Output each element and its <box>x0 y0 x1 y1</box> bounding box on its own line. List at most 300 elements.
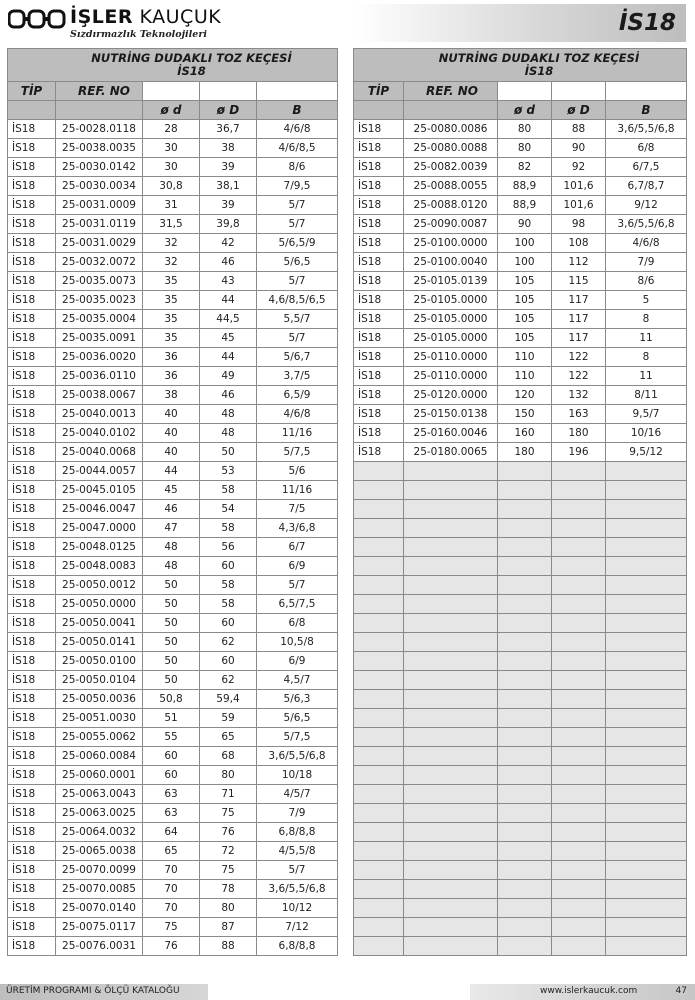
empty-cell <box>354 538 404 557</box>
cell-tip: İS18 <box>8 120 56 139</box>
empty-cell <box>498 823 552 842</box>
cell-outer-diameter: 58 <box>200 481 257 500</box>
cell-outer-diameter: 87 <box>200 918 257 937</box>
table-row <box>8 690 338 709</box>
cell-tip: İS18 <box>8 443 56 462</box>
cell-inner-diameter: 36 <box>143 367 200 386</box>
table-row <box>8 785 338 804</box>
empty-cell <box>498 481 552 500</box>
table-row <box>8 519 338 538</box>
cell-ref-no: 25-0060.0084 <box>56 747 143 766</box>
cell-outer-diameter: 50 <box>200 443 257 462</box>
cell-width: 10,5/8 <box>257 633 338 652</box>
cell-ref-no: 25-0050.0036 <box>56 690 143 709</box>
empty-cell <box>404 861 498 880</box>
cell-tip: İS18 <box>354 424 404 443</box>
footer-site-band <box>470 984 695 1000</box>
cell-ref-no: 25-0063.0043 <box>56 785 143 804</box>
cell-inner-diameter: 160 <box>498 424 552 443</box>
table-row <box>354 139 687 158</box>
empty-table-row <box>354 728 687 747</box>
cell-width: 7/5 <box>257 500 338 519</box>
cell-outer-diameter: 92 <box>552 158 606 177</box>
empty-cell <box>404 557 498 576</box>
cell-outer-diameter: 122 <box>552 367 606 386</box>
cell-inner-diameter: 75 <box>143 918 200 937</box>
cell-width: 4,5/7 <box>257 671 338 690</box>
cell-width: 4/5,5/8 <box>257 842 338 861</box>
empty-cell <box>552 519 606 538</box>
cell-inner-diameter: 40 <box>143 405 200 424</box>
empty-cell <box>552 880 606 899</box>
empty-cell <box>552 823 606 842</box>
empty-cell <box>552 747 606 766</box>
empty-cell <box>552 728 606 747</box>
empty-cell <box>606 481 687 500</box>
column-header-ref: REF. NO <box>56 82 143 101</box>
cell-tip: İS18 <box>8 500 56 519</box>
empty-cell <box>606 557 687 576</box>
cell-width: 8 <box>606 310 687 329</box>
cell-width: 4,6/8,5/6,5 <box>257 291 338 310</box>
empty-cell <box>552 671 606 690</box>
table-row <box>354 329 687 348</box>
empty-cell <box>404 652 498 671</box>
cell-ref-no: 25-0051.0030 <box>56 709 143 728</box>
cell-outer-diameter: 115 <box>552 272 606 291</box>
cell-width: 9,5/7 <box>606 405 687 424</box>
cell-outer-diameter: 101,6 <box>552 196 606 215</box>
series-label: İS18 <box>618 10 676 36</box>
empty-cell <box>404 937 498 956</box>
cell-tip: İS18 <box>8 462 56 481</box>
empty-cell <box>354 462 404 481</box>
cell-width: 6/8 <box>257 614 338 633</box>
cell-inner-diameter: 105 <box>498 329 552 348</box>
empty-cell <box>404 766 498 785</box>
table-row <box>8 918 338 937</box>
cell-outer-diameter: 46 <box>200 253 257 272</box>
company-logo <box>8 6 248 42</box>
cell-width: 5/7,5 <box>257 728 338 747</box>
cell-ref-no: 25-0035.0091 <box>56 329 143 348</box>
cell-width: 6/7 <box>257 538 338 557</box>
cell-ref-no: 25-0050.0012 <box>56 576 143 595</box>
empty-cell <box>552 690 606 709</box>
cell-width: 4/6/8,5 <box>257 139 338 158</box>
cell-inner-diameter: 50 <box>143 633 200 652</box>
table-row <box>354 443 687 462</box>
empty-cell <box>404 728 498 747</box>
table-row <box>8 804 338 823</box>
cell-width: 5/6,3 <box>257 690 338 709</box>
cell-inner-diameter: 51 <box>143 709 200 728</box>
empty-cell <box>354 823 404 842</box>
table-row <box>354 291 687 310</box>
cell-inner-diameter: 105 <box>498 272 552 291</box>
cell-inner-diameter: 35 <box>143 310 200 329</box>
table-row <box>8 842 338 861</box>
table-row <box>8 481 338 500</box>
empty-table-row <box>354 576 687 595</box>
cell-tip: İS18 <box>8 747 56 766</box>
cell-tip: İS18 <box>8 272 56 291</box>
cell-inner-diameter: 47 <box>143 519 200 538</box>
cell-outer-diameter: 56 <box>200 538 257 557</box>
cell-width: 11/16 <box>257 424 338 443</box>
column-header-outer-diameter: ø D <box>200 101 257 120</box>
empty-cell <box>354 576 404 595</box>
empty-cell <box>354 918 404 937</box>
cell-tip: İS18 <box>354 177 404 196</box>
empty-cell <box>606 747 687 766</box>
empty-cell <box>354 766 404 785</box>
cell-outer-diameter: 43 <box>200 272 257 291</box>
cell-outer-diameter: 132 <box>552 386 606 405</box>
cell-tip: İS18 <box>8 424 56 443</box>
cell-outer-diameter: 88 <box>200 937 257 956</box>
empty-cell <box>498 785 552 804</box>
cell-inner-diameter: 88,9 <box>498 177 552 196</box>
cell-width: 3,7/5 <box>257 367 338 386</box>
cell-tip: İS18 <box>8 690 56 709</box>
cell-ref-no: 25-0110.0000 <box>404 348 498 367</box>
empty-cell <box>498 804 552 823</box>
cell-inner-diameter: 55 <box>143 728 200 747</box>
cell-width: 4/6/8 <box>606 234 687 253</box>
cell-ref-no: 25-0150.0138 <box>404 405 498 424</box>
cell-ref-no: 25-0082.0039 <box>404 158 498 177</box>
table-row <box>354 348 687 367</box>
empty-table-row <box>354 766 687 785</box>
cell-tip: İS18 <box>8 215 56 234</box>
empty-cell <box>606 519 687 538</box>
cell-ref-no: 25-0050.0041 <box>56 614 143 633</box>
empty-cell <box>404 462 498 481</box>
table-row <box>354 120 687 139</box>
empty-table-row <box>354 538 687 557</box>
cell-outer-diameter: 58 <box>200 595 257 614</box>
empty-cell <box>404 918 498 937</box>
cell-inner-diameter: 50 <box>143 652 200 671</box>
cell-inner-diameter: 60 <box>143 766 200 785</box>
cell-width: 11 <box>606 329 687 348</box>
empty-cell <box>606 671 687 690</box>
table-row <box>354 215 687 234</box>
empty-table-row <box>354 519 687 538</box>
brand-name: İŞLER KAUÇUK <box>70 6 222 28</box>
cell-ref-no: 25-0090.0087 <box>404 215 498 234</box>
cell-outer-diameter: 108 <box>552 234 606 253</box>
cell-tip: İS18 <box>354 215 404 234</box>
empty-cell <box>606 880 687 899</box>
table-row <box>8 538 338 557</box>
empty-cell <box>498 766 552 785</box>
empty-cell <box>404 709 498 728</box>
cell-tip: İS18 <box>8 405 56 424</box>
cell-outer-diameter: 58 <box>200 519 257 538</box>
empty-table-row <box>354 785 687 804</box>
cell-inner-diameter: 32 <box>143 253 200 272</box>
cell-inner-diameter: 35 <box>143 272 200 291</box>
cell-ref-no: 25-0080.0086 <box>404 120 498 139</box>
empty-cell <box>498 576 552 595</box>
cell-tip: İS18 <box>8 557 56 576</box>
cell-outer-diameter: 62 <box>200 671 257 690</box>
empty-cell <box>498 652 552 671</box>
cell-ref-no: 25-0160.0046 <box>404 424 498 443</box>
cell-tip: İS18 <box>8 386 56 405</box>
empty-table-row <box>354 747 687 766</box>
empty-table-row <box>354 481 687 500</box>
table-row <box>8 861 338 880</box>
table-row <box>8 329 338 348</box>
cell-tip: İS18 <box>354 386 404 405</box>
empty-cell <box>606 462 687 481</box>
cell-ref-no: 25-0036.0020 <box>56 348 143 367</box>
empty-cell <box>552 861 606 880</box>
empty-cell <box>552 899 606 918</box>
cell-outer-diameter: 44 <box>200 348 257 367</box>
cell-width: 8/6 <box>606 272 687 291</box>
table-row <box>8 424 338 443</box>
cell-inner-diameter: 100 <box>498 253 552 272</box>
empty-cell <box>552 785 606 804</box>
cell-outer-diameter: 88 <box>552 120 606 139</box>
cell-inner-diameter: 76 <box>143 937 200 956</box>
empty-table-row <box>354 709 687 728</box>
cell-ref-no: 25-0044.0057 <box>56 462 143 481</box>
empty-cell <box>606 804 687 823</box>
cell-tip: İS18 <box>8 899 56 918</box>
cell-inner-diameter: 31,5 <box>143 215 200 234</box>
cell-ref-no: 25-0075.0117 <box>56 918 143 937</box>
empty-cell <box>552 595 606 614</box>
cell-tip: İS18 <box>8 291 56 310</box>
series-banner <box>354 4 686 42</box>
cell-width: 9/12 <box>606 196 687 215</box>
empty-cell <box>404 785 498 804</box>
empty-cell <box>606 861 687 880</box>
cell-tip: İS18 <box>8 652 56 671</box>
empty-cell <box>552 633 606 652</box>
cell-ref-no: 25-0050.0100 <box>56 652 143 671</box>
empty-cell <box>606 842 687 861</box>
empty-cell <box>552 804 606 823</box>
cell-ref-no: 25-0050.0141 <box>56 633 143 652</box>
cell-width: 6,8/8,8 <box>257 823 338 842</box>
empty-cell <box>498 728 552 747</box>
cell-width: 4,3/6,8 <box>257 519 338 538</box>
empty-table-row <box>354 823 687 842</box>
cell-outer-diameter: 38 <box>200 139 257 158</box>
table-row <box>8 158 338 177</box>
table-row <box>8 633 338 652</box>
empty-cell <box>354 690 404 709</box>
cell-width: 7/9 <box>257 804 338 823</box>
cell-outer-diameter: 48 <box>200 405 257 424</box>
table-row <box>8 139 338 158</box>
empty-table-row <box>354 861 687 880</box>
empty-table-row <box>354 652 687 671</box>
table-row <box>8 405 338 424</box>
cell-width: 3,6/5,5/6,8 <box>257 880 338 899</box>
cell-ref-no: 25-0031.0009 <box>56 196 143 215</box>
empty-cell <box>498 690 552 709</box>
cell-outer-diameter: 75 <box>200 804 257 823</box>
brand-tagline: Sızdırmazlık Teknolojileri <box>70 29 207 40</box>
empty-cell <box>404 671 498 690</box>
empty-table-row <box>354 462 687 481</box>
cell-tip: İS18 <box>8 804 56 823</box>
table-row <box>8 196 338 215</box>
empty-cell <box>498 595 552 614</box>
empty-table-row <box>354 842 687 861</box>
empty-cell <box>552 538 606 557</box>
page-number: 47 <box>675 986 687 996</box>
cell-width: 4/5/7 <box>257 785 338 804</box>
empty-cell <box>552 842 606 861</box>
cell-inner-diameter: 30 <box>143 139 200 158</box>
cell-inner-diameter: 70 <box>143 899 200 918</box>
cell-outer-diameter: 117 <box>552 310 606 329</box>
cell-inner-diameter: 50 <box>143 614 200 633</box>
empty-cell <box>404 500 498 519</box>
empty-cell <box>498 918 552 937</box>
cell-tip: İS18 <box>8 728 56 747</box>
cell-outer-diameter: 53 <box>200 462 257 481</box>
cell-width: 6/9 <box>257 557 338 576</box>
cell-ref-no: 25-0046.0047 <box>56 500 143 519</box>
empty-cell <box>498 538 552 557</box>
cell-outer-diameter: 112 <box>552 253 606 272</box>
product-table-left <box>7 48 338 956</box>
empty-cell <box>354 652 404 671</box>
cell-width: 6,7/8,7 <box>606 177 687 196</box>
cell-inner-diameter: 36 <box>143 348 200 367</box>
cell-width: 4/6/8 <box>257 120 338 139</box>
empty-cell <box>404 538 498 557</box>
empty-cell <box>606 652 687 671</box>
empty-cell <box>354 500 404 519</box>
cell-width: 6,8/8,8 <box>257 937 338 956</box>
empty-cell <box>498 500 552 519</box>
cell-inner-diameter: 30 <box>143 158 200 177</box>
empty-cell <box>552 766 606 785</box>
empty-cell <box>404 690 498 709</box>
empty-cell <box>606 576 687 595</box>
cell-outer-diameter: 39,8 <box>200 215 257 234</box>
empty-cell <box>404 633 498 652</box>
empty-cell <box>606 633 687 652</box>
empty-cell <box>498 899 552 918</box>
empty-table-row <box>354 918 687 937</box>
empty-table-row <box>354 500 687 519</box>
empty-cell <box>552 557 606 576</box>
cell-outer-diameter: 75 <box>200 861 257 880</box>
cell-width: 5/7 <box>257 861 338 880</box>
empty-cell <box>552 481 606 500</box>
cell-tip: İS18 <box>354 234 404 253</box>
cell-ref-no: 25-0048.0125 <box>56 538 143 557</box>
cell-tip: İS18 <box>354 443 404 462</box>
empty-cell <box>606 918 687 937</box>
empty-cell <box>354 899 404 918</box>
cell-width: 8 <box>606 348 687 367</box>
empty-cell <box>354 709 404 728</box>
cell-ref-no: 25-0030.0142 <box>56 158 143 177</box>
empty-cell <box>354 785 404 804</box>
cell-ref-no: 25-0100.0000 <box>404 234 498 253</box>
empty-cell <box>404 823 498 842</box>
table-row <box>354 405 687 424</box>
cell-ref-no: 25-0050.0104 <box>56 671 143 690</box>
cell-width: 11 <box>606 367 687 386</box>
empty-cell <box>354 880 404 899</box>
cell-ref-no: 25-0180.0065 <box>404 443 498 462</box>
cell-tip: İS18 <box>354 291 404 310</box>
cell-tip: İS18 <box>8 538 56 557</box>
seal-ring-logo-icon <box>8 8 66 30</box>
empty-cell <box>404 576 498 595</box>
cell-outer-diameter: 80 <box>200 766 257 785</box>
cell-outer-diameter: 196 <box>552 443 606 462</box>
cell-tip: İS18 <box>8 861 56 880</box>
cell-outer-diameter: 68 <box>200 747 257 766</box>
cell-ref-no: 25-0030.0034 <box>56 177 143 196</box>
cell-inner-diameter: 28 <box>143 120 200 139</box>
empty-cell <box>552 709 606 728</box>
empty-cell <box>606 709 687 728</box>
cell-ref-no: 25-0040.0068 <box>56 443 143 462</box>
cell-outer-diameter: 163 <box>552 405 606 424</box>
cell-width: 5/7 <box>257 576 338 595</box>
cell-inner-diameter: 82 <box>498 158 552 177</box>
cell-tip: İS18 <box>354 196 404 215</box>
cell-outer-diameter: 59 <box>200 709 257 728</box>
footer-catalog-band <box>0 984 208 1000</box>
empty-cell <box>552 937 606 956</box>
table-row <box>8 671 338 690</box>
table-row <box>354 177 687 196</box>
cell-tip: İS18 <box>8 481 56 500</box>
cell-ref-no: 25-0040.0013 <box>56 405 143 424</box>
cell-width: 3,6/5,5/6,8 <box>606 120 687 139</box>
cell-ref-no: 25-0070.0099 <box>56 861 143 880</box>
cell-outer-diameter: 65 <box>200 728 257 747</box>
empty-cell <box>606 728 687 747</box>
cell-tip: İS18 <box>354 329 404 348</box>
column-header-tip: TİP <box>8 82 56 101</box>
table-row <box>354 386 687 405</box>
empty-cell <box>552 918 606 937</box>
cell-inner-diameter: 50 <box>143 671 200 690</box>
cell-outer-diameter: 60 <box>200 614 257 633</box>
table-row <box>8 937 338 956</box>
empty-cell <box>354 557 404 576</box>
cell-tip: İS18 <box>354 310 404 329</box>
cell-tip: İS18 <box>8 177 56 196</box>
table-row <box>8 652 338 671</box>
empty-table-row <box>354 557 687 576</box>
table-row <box>354 367 687 386</box>
cell-ref-no: 25-0036.0110 <box>56 367 143 386</box>
cell-inner-diameter: 40 <box>143 424 200 443</box>
empty-cell <box>498 709 552 728</box>
cell-outer-diameter: 60 <box>200 557 257 576</box>
cell-width: 5 <box>606 291 687 310</box>
cell-ref-no: 25-0070.0140 <box>56 899 143 918</box>
